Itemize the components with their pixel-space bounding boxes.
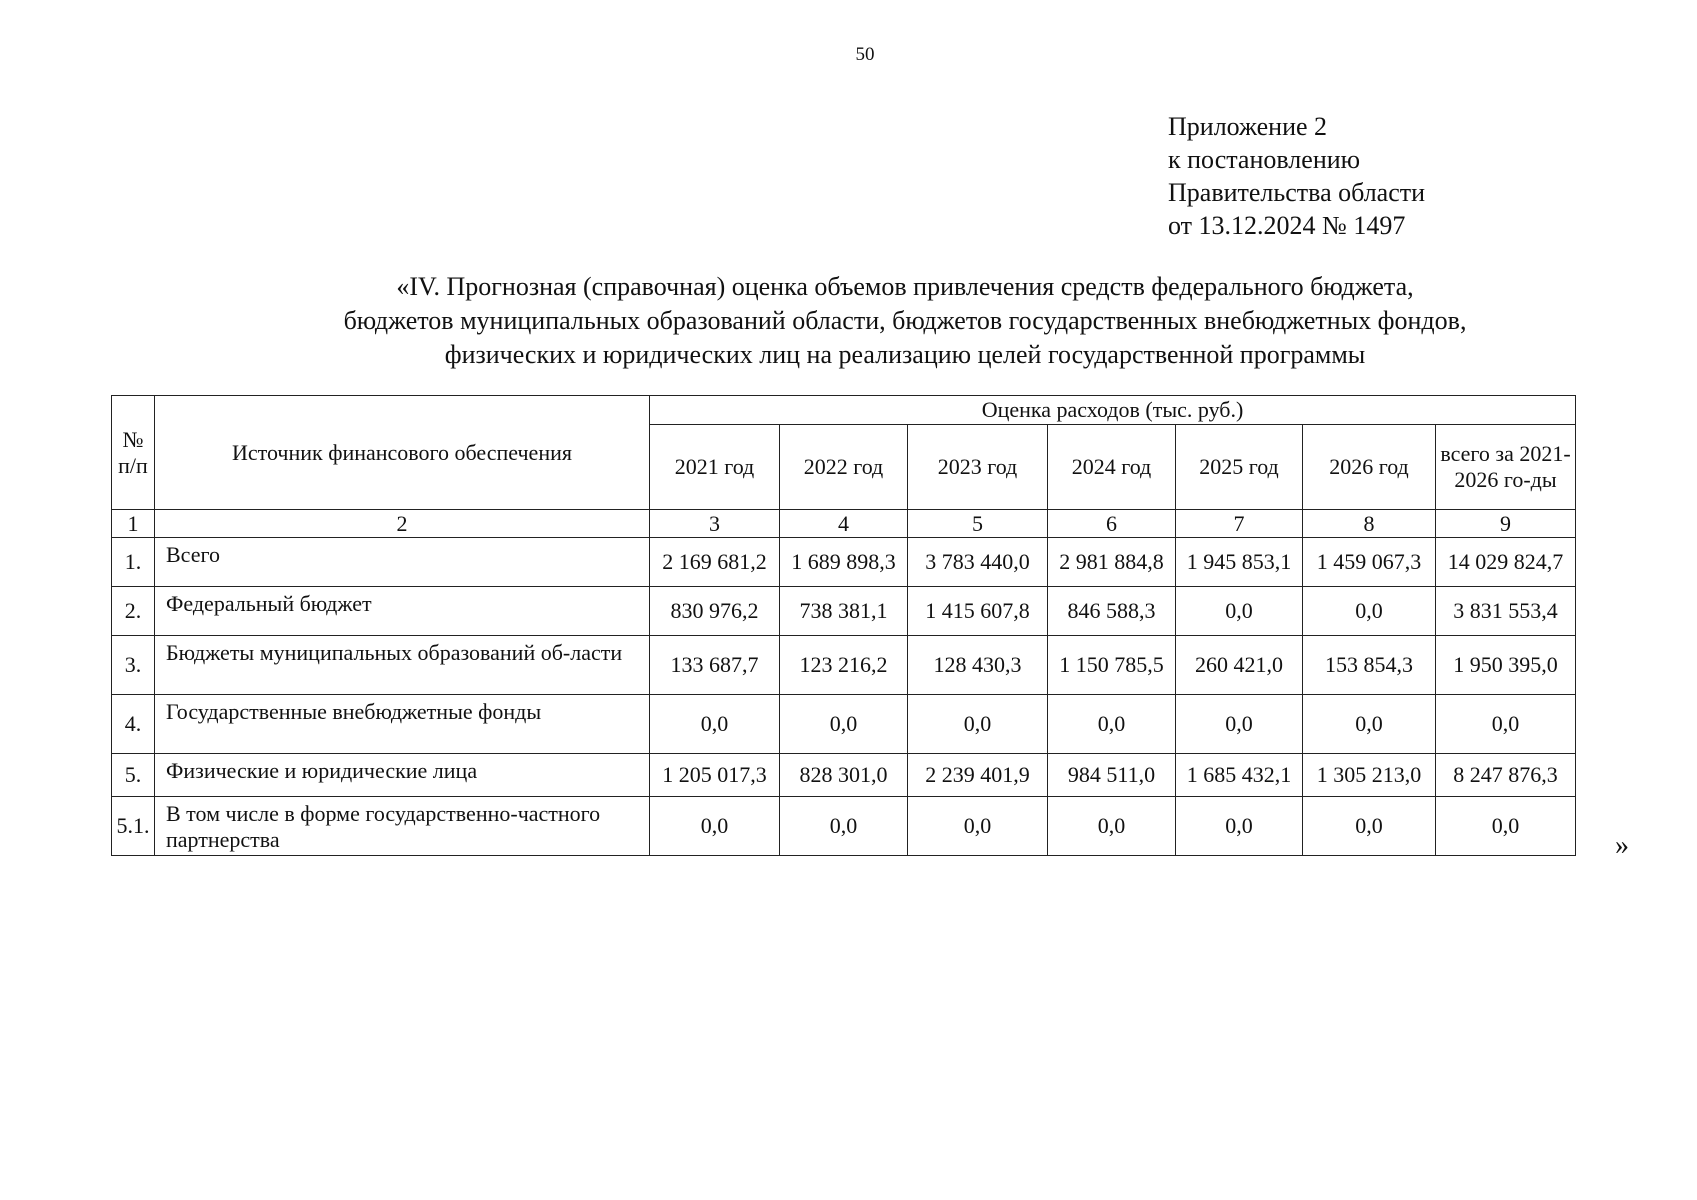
header-year: 2022 год bbox=[780, 425, 908, 510]
value-cell: 2 169 681,2 bbox=[650, 538, 780, 587]
total-cell: 0,0 bbox=[1436, 695, 1576, 754]
row-source: Федеральный бюджет bbox=[155, 587, 650, 636]
value-cell: 128 430,3 bbox=[908, 636, 1048, 695]
value-cell: 1 205 017,3 bbox=[650, 754, 780, 797]
value-cell: 0,0 bbox=[780, 797, 908, 856]
value-cell: 2 239 401,9 bbox=[908, 754, 1048, 797]
header-row-group bbox=[112, 396, 1576, 425]
appendix-block bbox=[1168, 110, 1425, 242]
table-row bbox=[112, 587, 1576, 636]
value-cell: 0,0 bbox=[780, 695, 908, 754]
appendix-line: Правительства области bbox=[1168, 178, 1426, 207]
header-year: 2024 год bbox=[1048, 425, 1176, 510]
section-title-line: бюджетов муниципальных образований области, бюджетов государственных внебюджетных фондов, bbox=[343, 306, 1467, 335]
value-cell: 153 854,3 bbox=[1303, 636, 1436, 695]
row-source: Физические и юридические лица bbox=[155, 754, 650, 797]
header-year: 2025 год bbox=[1176, 425, 1303, 510]
appendix-date-number: от 13.12.2024 № 1497 bbox=[1168, 211, 1406, 240]
header-year: 2021 год bbox=[650, 425, 780, 510]
row-num: 3. bbox=[112, 636, 155, 695]
value-cell: 1 415 607,8 bbox=[908, 587, 1048, 636]
row-num: 2. bbox=[112, 587, 155, 636]
value-cell: 0,0 bbox=[908, 695, 1048, 754]
column-index: 4 bbox=[780, 510, 908, 538]
value-cell: 830 976,2 bbox=[650, 587, 780, 636]
funding-table-wrapper bbox=[111, 395, 1576, 856]
closing-quote: » bbox=[1615, 830, 1629, 861]
value-cell: 0,0 bbox=[1303, 797, 1436, 856]
total-cell: 3 831 553,4 bbox=[1436, 587, 1576, 636]
value-cell: 846 588,3 bbox=[1048, 587, 1176, 636]
value-cell: 133 687,7 bbox=[650, 636, 780, 695]
total-cell: 0,0 bbox=[1436, 797, 1576, 856]
row-num: 4. bbox=[112, 695, 155, 754]
value-cell: 0,0 bbox=[1303, 587, 1436, 636]
value-cell: 0,0 bbox=[908, 797, 1048, 856]
column-index: 6 bbox=[1048, 510, 1176, 538]
value-cell: 0,0 bbox=[650, 695, 780, 754]
value-cell: 0,0 bbox=[650, 797, 780, 856]
value-cell: 1 459 067,3 bbox=[1303, 538, 1436, 587]
table-row bbox=[112, 538, 1576, 587]
row-source: В том числе в форме государственно-частного партнерства bbox=[155, 797, 650, 856]
header-total: всего за 2021-2026 го-ды bbox=[1436, 425, 1576, 510]
value-cell: 0,0 bbox=[1176, 695, 1303, 754]
value-cell: 1 685 432,1 bbox=[1176, 754, 1303, 797]
header-expense-estimate: Оценка расходов (тыс. руб.) bbox=[650, 396, 1576, 425]
value-cell: 3 783 440,0 bbox=[908, 538, 1048, 587]
row-num: 5. bbox=[112, 754, 155, 797]
total-cell: 14 029 824,7 bbox=[1436, 538, 1576, 587]
row-num: 1. bbox=[112, 538, 155, 587]
total-cell: 1 950 395,0 bbox=[1436, 636, 1576, 695]
value-cell: 0,0 bbox=[1303, 695, 1436, 754]
row-source: Государственные внебюджетные фонды bbox=[155, 695, 650, 754]
value-cell: 1 305 213,0 bbox=[1303, 754, 1436, 797]
section-title-line: «IV. Прогнозная (справочная) оценка объемов привлечения средств федерального бюджета, bbox=[396, 272, 1414, 301]
row-num: 5.1. bbox=[112, 797, 155, 856]
value-cell: 0,0 bbox=[1048, 797, 1176, 856]
column-index-row bbox=[112, 510, 1576, 538]
value-cell: 260 421,0 bbox=[1176, 636, 1303, 695]
row-source: Всего bbox=[155, 538, 650, 587]
header-year: 2026 год bbox=[1303, 425, 1436, 510]
funding-table bbox=[111, 395, 1576, 856]
column-index: 5 bbox=[908, 510, 1048, 538]
column-index: 8 bbox=[1303, 510, 1436, 538]
value-cell: 0,0 bbox=[1176, 587, 1303, 636]
appendix-line: Приложение 2 bbox=[1168, 112, 1328, 141]
value-cell: 828 301,0 bbox=[780, 754, 908, 797]
header-num: № п/п bbox=[112, 396, 155, 510]
column-index: 9 bbox=[1436, 510, 1576, 538]
table-row bbox=[112, 754, 1576, 797]
total-cell: 8 247 876,3 bbox=[1436, 754, 1576, 797]
value-cell: 123 216,2 bbox=[780, 636, 908, 695]
section-title bbox=[240, 270, 1570, 372]
value-cell: 0,0 bbox=[1176, 797, 1303, 856]
appendix-line: к постановлению bbox=[1168, 145, 1361, 174]
header-source: Источник финансового обеспечения bbox=[155, 396, 650, 510]
column-index: 3 bbox=[650, 510, 780, 538]
row-source: Бюджеты муниципальных образований об-ласти bbox=[155, 636, 650, 695]
value-cell: 738 381,1 bbox=[780, 587, 908, 636]
page-number: 50 bbox=[855, 44, 875, 65]
value-cell: 1 689 898,3 bbox=[780, 538, 908, 587]
section-title-line: физических и юридических лиц на реализацию целей государственной программы bbox=[444, 340, 1366, 369]
table-row bbox=[112, 636, 1576, 695]
value-cell: 984 511,0 bbox=[1048, 754, 1176, 797]
table-row bbox=[112, 695, 1576, 754]
value-cell: 2 981 884,8 bbox=[1048, 538, 1176, 587]
column-index: 7 bbox=[1176, 510, 1303, 538]
value-cell: 0,0 bbox=[1048, 695, 1176, 754]
column-index: 1 bbox=[112, 510, 155, 538]
header-year: 2023 год bbox=[908, 425, 1048, 510]
table-row bbox=[112, 797, 1576, 856]
column-index: 2 bbox=[155, 510, 650, 538]
value-cell: 1 945 853,1 bbox=[1176, 538, 1303, 587]
value-cell: 1 150 785,5 bbox=[1048, 636, 1176, 695]
